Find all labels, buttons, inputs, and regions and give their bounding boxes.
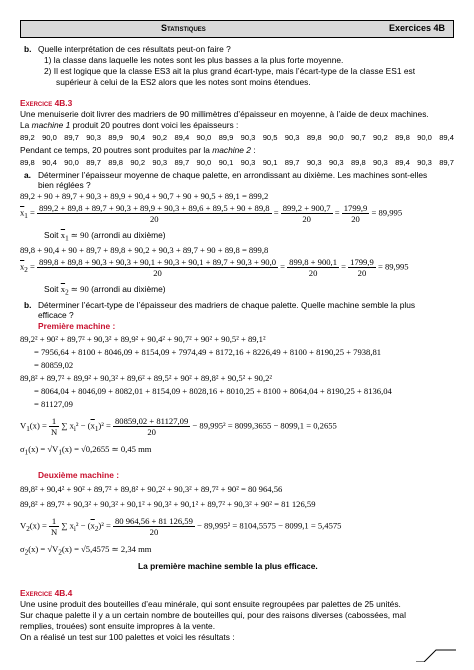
m1-squares-1-expanded: = 7956,64 + 8100 + 8046,09 + 8154,09 + 7974,49 + 8172,16 + 8226,49 + 8100 + 8190,25 + 7938,81	[34, 347, 382, 357]
std-machine-1: $\sigma_1(x) = √V_1(x) = √0,2655$ ≃ 0,45 mm	[20, 444, 152, 457]
thickness-value: 89,7	[174, 158, 190, 167]
thickness-value: 90,0	[64, 158, 79, 167]
question-a-text-1: Déterminer l’épaisseur moyenne de chaque palette, en arrondissant au dixième. Les machines sont-elles	[38, 170, 428, 180]
first-machine-heading: Première machine :	[38, 321, 116, 331]
exercise-3-intro: Une menuiserie doit livrer des madriers de 90 millimètres d’épaisseur en moyenne, à l’aide de deux machines.	[20, 109, 429, 119]
header-exercise: Exercices 4B	[388, 23, 445, 33]
page-corner-line	[416, 648, 456, 662]
thickness-value: 90,2	[373, 133, 388, 142]
thickness-value: 89,2	[20, 133, 35, 142]
thickness-value: 90,3	[328, 158, 344, 167]
question-b-text: Quelle interprétation de ces résultats peut-on faire ?	[38, 44, 231, 54]
thickness-value: 90,2	[130, 158, 146, 167]
thickness-value: 89,7	[64, 133, 79, 142]
thickness-value: 89,9	[218, 133, 234, 142]
thickness-value: 89,8	[20, 158, 35, 167]
m1-squares-1-total: = 80859,02	[34, 360, 74, 370]
thickness-value: 90,5	[262, 133, 278, 142]
thickness-value: 89,7	[439, 158, 454, 167]
thickness-value: 90,4	[42, 158, 57, 167]
thickness-value: 90,3	[86, 133, 101, 142]
m1-squares-2-expanded: = 8064,04 + 8046,09 + 8082,01 + 8154,09 + 8028,16 + 8010,25 + 8100 + 8064,04 + 8190,25 + 8136,04	[34, 386, 392, 396]
thickness-value: 90,3	[152, 158, 168, 167]
sum-machine-1: 89,2 + 90 + 89,7 + 90,3 + 89,9 + 90,4 + 90,7 + 90 + 90,5 + 89,1 = 899,2	[20, 191, 269, 201]
mean-machine-2: $\overline{x}_2$ = 899,8 + 89,8 + 90,3 + 90,3 + 90,1 + 90,3 + 90,1 + 89,7 + 90,3 + 90,0 20 = $\frac{899,8 + 900,1}{20}$ = $\frac{1799,9}{20}$ = 89,995	[20, 257, 409, 278]
thickness-value: 90,0	[196, 133, 212, 142]
exercise-4-line-3: remplies, trouées) sont ensuite impropres à la vente.	[20, 621, 216, 631]
answer-item-2a: 2) Il est logique que la classe ES3 ait la plus grand écart-type, mais l’écart-type de la classe ES1 est	[44, 66, 416, 76]
question-b2-text-1: Déterminer l’écart-type de l’épaisseur des madriers de chaque palette. Quelle machine semble la plus	[38, 300, 416, 310]
thickness-value: 89,4	[395, 158, 410, 167]
thickness-value: 89,8	[108, 158, 124, 167]
exercise-4-line-1: Une usine produit des bouteilles d’eau minérale, qui sont ensuite regroupées par palettes de 25 unités.	[20, 599, 401, 609]
m1-squares-2-total: = 81127,09	[34, 399, 73, 409]
thickness-value: 90,3	[240, 133, 256, 142]
sum-machine-2: 89,8 + 90,4 + 90 + 89,7 + 89,8 + 90,2 + 90,3 + 89,7 + 90 + 89,8 = 899,8	[20, 245, 269, 255]
exercise-4-title: Exercice 4B.4	[20, 588, 73, 598]
header-title: Statistiques	[161, 23, 206, 33]
thickness-value: 90,3	[284, 133, 300, 142]
thickness-value: 89,4	[174, 133, 190, 142]
question-b-label: b.	[24, 44, 32, 54]
thickness-value: 90,0	[42, 133, 57, 142]
question-b2-label: b.	[24, 300, 32, 310]
thickness-value: 90,3	[417, 158, 432, 167]
variance-machine-1: $V_1(x)$ = $\frac{1}{N}$ ∑ $x_i^2 - (\overline{x}_1)^2$ = $\frac{80859,02 + 81127,09}{20}$ − 89,995² = 8099,3655 − 8099,1 = 0,2655	[20, 416, 337, 437]
m2-squares-2: 89,8² + 89,7² + 90,3² + 90,3² + 90,1² + 90,3² + 90,1² + 89,7² + 90,3² + 90² = 81 126,59	[20, 499, 316, 509]
thickness-value: 90,4	[130, 133, 146, 142]
m1-squares-2: 89,8² + 89,7² + 89,9² + 90,3² + 89,6² + 89,5² + 90² + 89,8² + 90,5² + 90,2²	[20, 373, 273, 383]
machine-2-intro: Pendant ce temps, 20 poutres sont produites par la machine 2 :	[20, 145, 256, 155]
thickness-value: 90,3	[306, 158, 322, 167]
thickness-value: 90,1	[218, 158, 234, 167]
conclusion: La première machine semble la plus efficace.	[138, 561, 318, 571]
variance-machine-2: $V_2(x)$ = $\frac{1}{N}$ ∑ $x_i^2 - (\overline{x}_2)^2$ = $\frac{80 964,56 + 81 126,59}{20}$ − 89,995² = 8104,5575 − 8099,1 = 5,4575	[20, 516, 342, 537]
thickness-value: 90,0	[417, 133, 432, 142]
thickness-value: 89,8	[395, 133, 410, 142]
thickness-value: 89,8	[350, 158, 366, 167]
thickness-value: 89,7	[86, 158, 101, 167]
question-b2-text-2: efficace ?	[38, 310, 74, 320]
thickness-value: 90,1	[262, 158, 278, 167]
machine-2-data-row	[20, 158, 454, 167]
exercise-4-line-2: Sur chaque palette il y a un certain nombre de bouteilles qui, pour des raisons diverses (cabossées, mal	[20, 610, 406, 620]
thickness-value: 89,9	[108, 133, 124, 142]
thickness-value: 89,4	[439, 133, 454, 142]
thickness-value: 89,7	[284, 158, 300, 167]
exercise-4-line-4: On a réalisé un test sur 100 palettes et voici les résultats :	[20, 632, 235, 642]
thickness-value: 90,0	[196, 158, 212, 167]
exercise-3-title: Exercice 4B.3	[20, 98, 73, 108]
thickness-value: 90,3	[373, 158, 388, 167]
m2-squares-1: 89,8² + 90,4² + 90² + 89,7² + 89,8² + 90,2² + 90,3² + 89,7² + 90² = 80 964,56	[20, 484, 283, 494]
mean-machine-1: $\overline{x}_1$ = 899,2 + 89,8 + 89,7 + 90,3 + 89,9 + 90,3 + 89,6 + 89,5 + 90 + 89,8 20 = $\frac{899,2 + 900,7}{20}$ = $\frac{1799,9}{20}$ = 89,995	[20, 203, 403, 224]
answer-item-2b: supérieur à celui de la ES2 alors que les notes sont moins étendues.	[56, 77, 311, 87]
std-machine-2: $\sigma_2(x) = √V_2(x) = √5,4575$ ≃ 2,34 mm	[20, 544, 152, 557]
m1-squares-1: 89,2² + 90² + 89,7² + 90,3² + 89,9² + 90,4² + 90,7² + 90² + 90,5² + 89,1²	[20, 334, 266, 344]
thickness-value: 90,3	[240, 158, 256, 167]
rounded-mean-1: Soit $\overline{x}_1$ ≃ 90 (arrondi au dixième)	[44, 230, 166, 243]
thickness-value: 90,7	[350, 133, 366, 142]
rounded-mean-2: Soit $\overline{x}_2$ ≃ 90 (arrondi au dixième)	[44, 284, 166, 297]
thickness-value: 90,2	[152, 133, 168, 142]
machine-1-data-row	[20, 133, 454, 142]
thickness-value: 90,0	[328, 133, 344, 142]
thickness-value: 89,8	[306, 133, 322, 142]
page-header	[20, 20, 454, 38]
second-machine-heading: Deuxième machine :	[38, 470, 119, 480]
question-a-label: a.	[24, 170, 31, 180]
question-a-text-2: bien réglées ?	[38, 180, 91, 190]
answer-item-1: 1) la classe dans laquelle les notes sont les plus basses a la plus forte moyenne.	[44, 55, 344, 65]
machine-1-intro: La machine 1 produit 20 poutres dont voici les épaisseurs :	[20, 120, 239, 130]
